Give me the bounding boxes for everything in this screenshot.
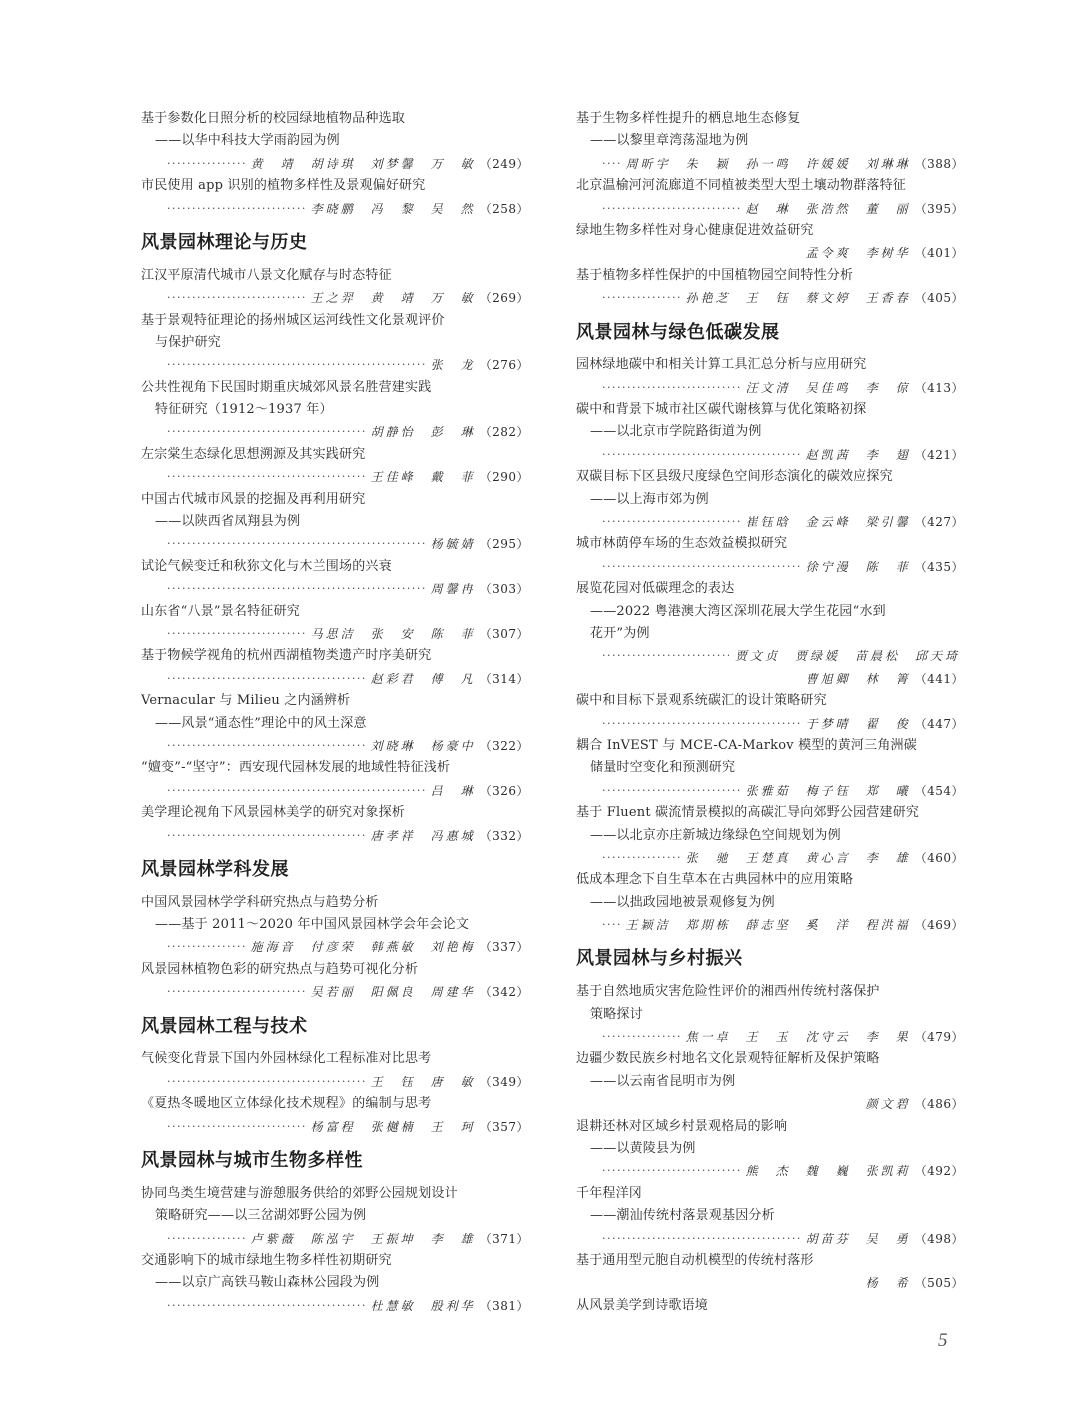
- toc-authors: 于梦晴 翟 俊: [805, 716, 911, 731]
- toc-subtitle-line: ——2022 粤港澳大湾区深圳花展大学生花园“水到: [590, 603, 886, 619]
- dot-leader: [576, 713, 800, 735]
- toc-subtitle-line: ——以京广高铁马鞍山森林公园段为例: [155, 1275, 380, 1291]
- toc-authors: 王之羿 黄 靖 万 敏: [310, 291, 476, 306]
- toc-page-ref: （498）: [914, 1231, 964, 1246]
- toc-author-line: [141, 354, 529, 376]
- toc-page-ref: （357）: [479, 1119, 529, 1134]
- toc-author-line: [576, 1093, 964, 1115]
- toc-author-line: [141, 421, 529, 443]
- toc-title-line: 基于自然地质灾害危险性评价的湘西州传统村落保护: [576, 984, 880, 1000]
- dot-leader: [141, 1228, 245, 1250]
- toc-title-line: 碳中和背景下城市社区碳代谢核算与优化策略初探: [576, 402, 867, 418]
- dot-leader: [141, 198, 305, 220]
- toc-author-line: [576, 1026, 964, 1048]
- dot-leader: [576, 444, 800, 466]
- toc-author-line: [141, 533, 529, 555]
- toc-author-line: [141, 1071, 529, 1093]
- dot-leader: [576, 1160, 740, 1182]
- toc-page-ref: （332）: [479, 828, 529, 843]
- toc-authors: 崔钰晗 金云峰 梁引馨: [745, 515, 911, 530]
- toc-page-ref: （447）: [914, 716, 964, 731]
- toc-title-line: 中国风景园林学学科研究热点与趋势分析: [141, 894, 379, 910]
- toc-title-line: 公共性视角下民国时期重庆城郊风景名胜营建实践: [141, 379, 432, 395]
- dot-leader: [141, 578, 425, 600]
- toc-authors: 黄 靖 胡诗琪 刘梦馨 万 敏: [250, 156, 476, 171]
- toc-author-line: [576, 847, 964, 869]
- toc-authors: 卢紫薇 陈泓宇 王振坤 李 雄: [250, 1231, 476, 1246]
- toc-author-line: [141, 735, 529, 757]
- toc-title-line: 基于 Fluent 碳流情景模拟的高碳汇导向郊野公园营建研究: [576, 805, 920, 821]
- dot-leader: [576, 1026, 680, 1048]
- dot-leader: [141, 287, 305, 309]
- toc-authors: 曹旭卿 林 箐: [805, 671, 911, 686]
- dot-leader: [576, 645, 729, 667]
- toc-authors: 王 钰 唐 敏: [370, 1074, 476, 1089]
- toc-author-line: [576, 444, 964, 466]
- toc-author-line: [576, 556, 964, 578]
- dot-leader: [141, 153, 245, 175]
- toc-authors: 张 驰 王楚真 黄心言 李 雄: [685, 850, 911, 865]
- toc-title-line: 山东省“八景”景名特征研究: [141, 603, 300, 619]
- toc-author-line: [576, 198, 964, 220]
- toc-subtitle-line: ——以黄陵县为例: [590, 1141, 696, 1156]
- toc-author-line: [576, 287, 964, 309]
- toc-author-line: [141, 287, 529, 309]
- toc-authors: 张雅茹 梅子钰 郑 曦: [745, 783, 911, 798]
- toc-author-line: [576, 668, 964, 690]
- toc-authors: 赵彩君 傅 凡: [370, 671, 476, 686]
- toc-page-ref: （381）: [479, 1298, 529, 1313]
- toc-author-line: [141, 668, 529, 690]
- toc-author-line: [576, 377, 964, 399]
- toc-authors: 吕 琳: [430, 783, 476, 798]
- toc-author-line: [141, 578, 529, 600]
- toc-page-ref: （441）: [914, 671, 964, 686]
- toc-authors: 马思洁 张 安 陈 菲: [310, 627, 476, 641]
- toc-page-ref: （282）: [479, 425, 529, 440]
- toc-title-line: 气候变化背景下国内外园林绿化工程标准对比思考: [141, 1051, 432, 1067]
- toc-page-ref: （303）: [479, 582, 529, 597]
- toc-subtitle-line: 策略研究——以三岔湖郊野公园为例: [155, 1208, 367, 1224]
- toc-authors: 胡静怡 彭 琳: [370, 425, 476, 440]
- toc-authors: 杨 希: [865, 1276, 911, 1291]
- toc-title-line: 市民使用 app 识别的植物多样性及景观偏好研究: [141, 178, 426, 194]
- toc-page-ref: （413）: [914, 380, 964, 395]
- dot-leader: [576, 153, 620, 175]
- toc-authors: 杨富程 张樾楠 王 珂: [310, 1119, 476, 1134]
- toc-title-line: “嬗变”-“坚守”：西安现代园林发展的地域性特征浅析: [141, 760, 451, 776]
- toc-page-ref: （342）: [479, 985, 529, 1000]
- toc-author-line: [576, 1272, 964, 1294]
- toc-title-line: 基于参数化日照分析的校园绿地植物品种选取: [141, 111, 406, 126]
- toc-subtitle-line: 与保护研究: [155, 334, 222, 350]
- toc-authors: 周昕宇 朱 颖 孙一鸣 许媛媛 刘琳琳: [625, 156, 911, 171]
- section-heading: 风景园林理论与历史: [141, 231, 308, 253]
- toc-subtitle-line: ——以云南省昆明市为例: [590, 1073, 736, 1089]
- toc-subtitle-line: ——以华中科技大学雨韵园为例: [155, 133, 340, 149]
- toc-page-ref: （388）: [914, 156, 964, 171]
- dot-leader: [141, 623, 305, 645]
- toc-authors: 颜文碧: [865, 1097, 911, 1112]
- toc-title-line: 交通影响下的城市绿地生物多样性初期研究: [141, 1252, 392, 1268]
- toc-page-ref: （249）: [479, 156, 529, 171]
- dot-leader: [141, 981, 305, 1003]
- toc-page-ref: （307）: [479, 627, 529, 641]
- toc-author-line: [576, 1160, 964, 1182]
- dot-leader: [576, 287, 680, 309]
- toc-authors: 孟令爽 李树华: [805, 246, 911, 261]
- toc-authors: 唐孝祥 冯惠城: [370, 828, 476, 843]
- toc-authors: 张 龙: [430, 358, 476, 373]
- toc-title-line: 城市林荫停车场的生态效益模拟研究: [576, 536, 788, 552]
- toc-authors: 徐宁漫 陈 菲: [805, 559, 911, 574]
- dot-leader: [141, 735, 365, 757]
- toc-title-line: 江汉平原清代城市八景文化赋存与时态特征: [141, 267, 392, 283]
- dot-leader: [576, 198, 740, 220]
- toc-title-line: 退耕还林对区域乡村景观格局的影响: [576, 1118, 788, 1134]
- toc-subtitle-line: ——以北京亦庄新城边缘绿色空间规划为例: [590, 827, 841, 843]
- dot-leader: [141, 780, 425, 802]
- toc-right-column: [576, 108, 964, 1317]
- toc-title-line: 从风景美学到诗歌语境: [576, 1297, 709, 1313]
- toc-authors: 赵 琳 张浩然 董 丽: [745, 201, 911, 216]
- toc-authors: 周馨冉: [430, 582, 476, 597]
- toc-authors: 施海音 付彦荣 韩燕敏 刘艳梅: [250, 940, 476, 955]
- section-heading: 风景园林学科发展: [141, 858, 289, 880]
- toc-page-ref: （469）: [914, 918, 964, 933]
- toc-page-ref: （295）: [479, 537, 529, 552]
- toc-left-column: [141, 108, 529, 1317]
- toc-page-ref: （314）: [479, 671, 529, 686]
- toc-author-line: [141, 1116, 529, 1138]
- dot-leader: [576, 847, 680, 869]
- toc-title-line: 双碳目标下区县级尺度绿色空间形态演化的碳效应探究: [576, 469, 893, 485]
- toc-page-ref: （322）: [479, 738, 529, 753]
- toc-author-line: [141, 1295, 529, 1317]
- toc-title-line: 试论气候变迁和秋狝文化与木兰围场的兴衰: [141, 558, 392, 574]
- toc-title-line: Vernacular 与 Milieu 之内涵辨析: [141, 693, 351, 709]
- toc-subtitle-line: ——以北京市学院路街道为例: [590, 424, 762, 440]
- toc-author-line: [576, 1228, 964, 1250]
- toc-page-ref: （269）: [479, 291, 529, 306]
- toc-author-line: [576, 780, 964, 802]
- toc-authors: 汪文清 吴佳鸣 李 倞: [745, 380, 911, 395]
- toc-title-line: 基于通用型元胞自动机模型的传统村落形: [576, 1252, 814, 1268]
- toc-page-ref: （454）: [914, 783, 964, 798]
- dot-leader: [141, 421, 365, 443]
- toc-page-ref: （371）: [479, 1231, 529, 1246]
- toc-authors: 熊 杰 魏 巍 张凯莉: [745, 1164, 911, 1179]
- toc-title-line: 展览花园对低碳理念的表达: [576, 581, 735, 597]
- toc-subtitle-line: ——潮汕传统村落景观基因分析: [590, 1208, 775, 1224]
- dot-leader: [576, 780, 740, 802]
- toc-page-ref: （505）: [914, 1276, 964, 1291]
- toc-author-line: [141, 981, 529, 1003]
- section-heading: 风景园林与城市生物多样性: [141, 1150, 363, 1172]
- dot-leader: [141, 533, 425, 555]
- toc-author-line: [576, 645, 964, 667]
- dot-leader: [141, 1116, 305, 1138]
- toc-page-ref: （395）: [914, 201, 964, 216]
- dot-leader: [576, 1228, 800, 1250]
- dot-leader: [141, 1295, 365, 1317]
- toc-authors: 王颖洁 郑期栋 薛志坚 奚 洋 程洪福: [625, 918, 911, 933]
- toc-subtitle-line: 储量时空变化和预测研究: [590, 760, 736, 776]
- toc-authors: 赵凯茜 李 翅: [805, 447, 911, 462]
- toc-title-line: 碳中和目标下景观系统碳汇的设计策略研究: [576, 693, 827, 709]
- toc-title-line: 协同鸟类生境营建与游憩服务供给的郊野公园规划设计: [141, 1185, 458, 1201]
- toc-author-line: [576, 153, 964, 175]
- dot-leader: [141, 354, 425, 376]
- toc-author-line: [141, 1228, 529, 1250]
- toc-title-line: 风景园林植物色彩的研究热点与趋势可视化分析: [141, 961, 419, 977]
- toc-authors: 吴若丽 阳佩良 周建华: [310, 985, 476, 1000]
- toc-author-line: [141, 780, 529, 802]
- toc-title-line: 美学理论视角下风景园林美学的研究对象探析: [141, 805, 406, 821]
- toc-subtitle-line: ——以上海市郊为例: [590, 491, 709, 507]
- toc-author-line: [576, 511, 964, 533]
- dot-leader: [576, 511, 740, 533]
- toc-author-line: [576, 914, 964, 936]
- toc-author-line: [141, 623, 529, 645]
- toc-title-line: 左宗棠生态绿化思想溯源及其实践研究: [141, 446, 366, 462]
- toc-subtitle-line: ——以陕西省凤翔县为例: [155, 514, 301, 530]
- toc-authors: 杜慧敏 殷利华: [370, 1298, 476, 1313]
- section-heading: 风景园林工程与技术: [141, 1015, 308, 1037]
- toc-page-ref: （427）: [914, 515, 964, 530]
- toc-title-line: 千年程洋冈: [576, 1185, 643, 1201]
- toc-authors: 王佳峰 戴 菲: [370, 470, 476, 485]
- toc-page-ref: （290）: [479, 470, 529, 485]
- toc-authors: 刘晓琳 杨豪中: [370, 738, 476, 753]
- toc-page-ref: （337）: [479, 940, 529, 955]
- toc-authors: 杨毓婧: [430, 537, 476, 552]
- toc-authors: 焦一卓 王 玉 沈守云 李 果: [685, 1030, 911, 1045]
- toc-authors: 贾文贞 贾绿媛 苗晨松 邱天琦: [734, 649, 960, 664]
- dot-leader: [576, 556, 800, 578]
- toc-title-line: 《夏热冬暖地区立体绿化技术规程》的编制与思考: [141, 1096, 432, 1112]
- toc-page-ref: （405）: [914, 291, 964, 306]
- dot-leader: [576, 914, 620, 936]
- toc-page-ref: （326）: [479, 783, 529, 798]
- toc-author-line: [141, 153, 529, 175]
- toc-subtitle-line: ——以拙政园地被景观修复为例: [590, 894, 775, 910]
- toc-title-line: 中国古代城市风景的挖掘及再利用研究: [141, 491, 366, 507]
- toc-title-line: 园林绿地碳中和相关计算工具汇总分析与应用研究: [576, 357, 867, 373]
- toc-page-ref: （435）: [914, 559, 964, 574]
- page-number: 5: [938, 1330, 948, 1351]
- section-heading: 风景园林与绿色低碳发展: [576, 321, 780, 343]
- toc-subtitle-line: 花开”为例: [590, 626, 650, 641]
- dot-leader: [576, 377, 740, 399]
- dot-leader: [141, 668, 365, 690]
- toc-subtitle-line: ——以黎里章湾荡湿地为例: [590, 133, 749, 149]
- toc-author-line: [576, 242, 964, 264]
- toc-author-line: [576, 713, 964, 735]
- dot-leader: [141, 1071, 365, 1093]
- toc-page-ref: （460）: [914, 850, 964, 865]
- toc-page-ref: （401）: [914, 246, 964, 261]
- section-heading: 风景园林与乡村振兴: [576, 948, 743, 970]
- toc-page-ref: （479）: [914, 1030, 964, 1045]
- toc-page-ref: （276）: [479, 358, 529, 373]
- toc-title-line: 基于生物多样性提升的栖息地生态修复: [576, 111, 801, 126]
- toc-title-line: 边疆少数民族乡村地名文化景观特征解析及保护策略: [576, 1051, 880, 1067]
- toc-page-ref: （486）: [914, 1097, 964, 1112]
- toc-subtitle-line: 策略探讨: [590, 1006, 643, 1022]
- toc-page-ref: （349）: [479, 1074, 529, 1089]
- toc-page-ref: （492）: [914, 1164, 964, 1179]
- toc-title-line: 基于物候学视角的杭州西湖植物类遗产时序美研究: [141, 648, 432, 664]
- toc-subtitle-line: ——基于 2011～2020 年中国风景园林学会年会论文: [155, 917, 470, 933]
- toc-authors: 孙艳芝 王 钰 蔡文婷 王香春: [685, 291, 911, 306]
- toc-author-line: [141, 936, 529, 958]
- dot-leader: [141, 466, 365, 488]
- toc-title-line: 低成本理念下自生草本在古典园林中的应用策略: [576, 872, 854, 888]
- toc-author-line: [141, 825, 529, 847]
- toc-author-line: [141, 198, 529, 220]
- toc-page-ref: （258）: [479, 201, 529, 216]
- toc-author-line: [141, 466, 529, 488]
- toc-title-line: 绿地生物多样性对身心健康促进效益研究: [576, 222, 814, 238]
- toc-subtitle-line: 特征研究（1912～1937 年）: [155, 402, 333, 418]
- toc-subtitle-line: ——风景“通态性”理论中的风土深意: [155, 715, 367, 731]
- toc-page-ref: （421）: [914, 447, 964, 462]
- toc-authors: 李晓鹏 冯 黎 吴 然: [310, 201, 476, 216]
- toc-authors: 胡苗芬 吴 勇: [805, 1231, 911, 1246]
- toc-title-line: 北京温榆河河流廊道不同植被类型大型土壤动物群落特征: [576, 178, 907, 194]
- toc-title-line: 基于景观特征理论的扬州城区运河线性文化景观评价: [141, 312, 445, 328]
- dot-leader: [141, 825, 365, 847]
- dot-leader: [141, 936, 245, 958]
- toc-title-line: 耦合 InVEST 与 MCE-CA-Markov 模型的黄河三角洲碳: [576, 737, 917, 753]
- toc-title-line: 基于植物多样性保护的中国植物园空间特性分析: [576, 267, 854, 283]
